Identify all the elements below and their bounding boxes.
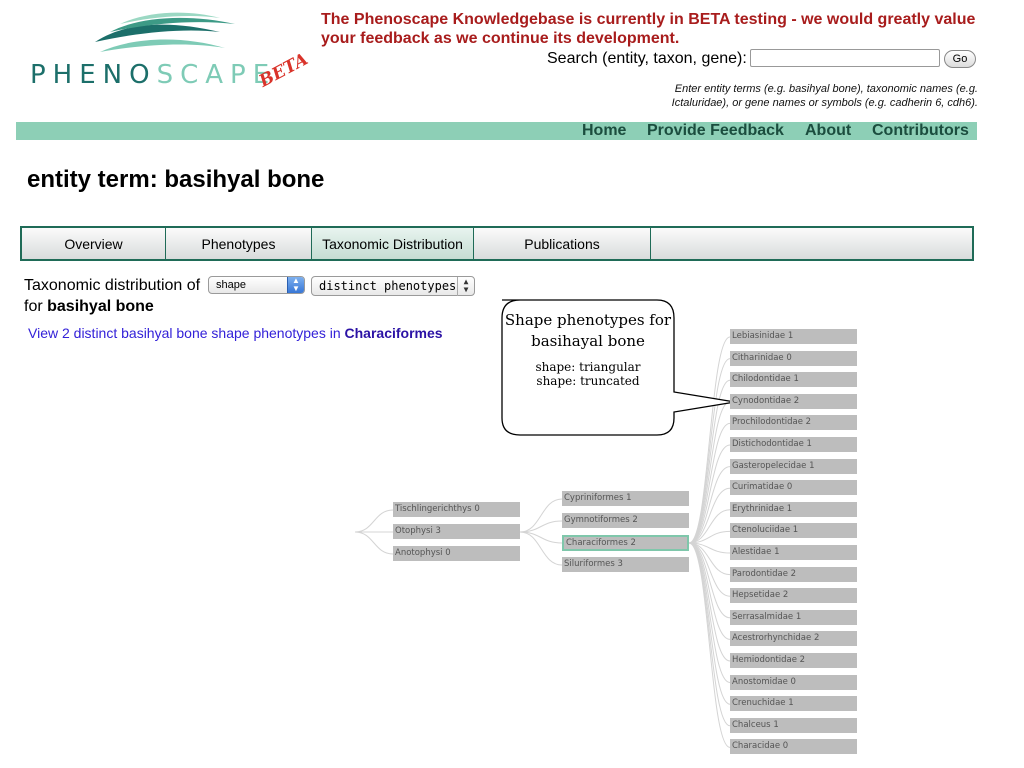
search-label: Search (entity, taxon, gene):	[547, 50, 747, 67]
tree-node[interactable]: Characidae 0	[730, 739, 857, 755]
tree-node[interactable]: Chalceus 1	[730, 718, 857, 734]
tree-node[interactable]: Cynodontidae 2	[730, 394, 857, 410]
tab-taxonomic-distribution[interactable]: Taxonomic Distribution	[312, 228, 474, 259]
search-help-text: Enter entity terms (e.g. basihyal bone), taxonomic names (e.g. Ictaluridae), or gene names or symbols (e.g. cadherin 6, cdh6).	[671, 83, 978, 109]
tree-edge	[689, 337, 730, 543]
tree-node[interactable]: Siluriformes 3	[562, 557, 689, 573]
tab-phenotypes[interactable]: Phenotypes	[166, 228, 312, 259]
view-link-taxon: Characiformes	[344, 325, 443, 341]
tree-node[interactable]: Gymnotiformes 2	[562, 513, 689, 529]
tree-node[interactable]: Serrasalmidae 1	[730, 610, 857, 626]
tab-overview[interactable]: Overview	[22, 228, 166, 259]
view-link-text: View 2 distinct basihyal bone shape phenotypes in	[28, 325, 341, 341]
tree-edge	[355, 532, 393, 554]
callout-line-1: shape: triangular	[535, 360, 641, 374]
nav-feedback-link[interactable]: Provide Feedback	[647, 122, 784, 139]
page-title: entity term: basihyal bone	[27, 166, 325, 193]
nav-contributors-link[interactable]: Contributors	[872, 122, 969, 139]
tree-node[interactable]: Hepsetidae 2	[730, 588, 857, 604]
tree-node[interactable]: Otophysi 3	[393, 524, 520, 540]
tree-edge	[689, 543, 730, 704]
tree-node[interactable]: Characiformes 2	[562, 535, 689, 551]
tree-node[interactable]: Ctenoluciidae 1	[730, 523, 857, 539]
tree-node[interactable]: Erythrinidae 1	[730, 502, 857, 518]
tree-node[interactable]: Anostomidae 0	[730, 675, 857, 691]
callout-body	[502, 360, 674, 388]
tree-node[interactable]: Crenuchidae 1	[730, 696, 857, 712]
tree-edge	[689, 543, 730, 618]
tree-edge	[689, 543, 730, 683]
tree-node[interactable]: Parodontidae 2	[730, 567, 857, 583]
select-arrows-icon: ▲ ▼	[457, 277, 474, 296]
mode-select-value: distinct phenotypes	[319, 279, 457, 293]
tree-node[interactable]: Anotophysi 0	[393, 546, 520, 562]
tree-node[interactable]: Alestidae 1	[730, 545, 857, 561]
tree-node[interactable]: Chilodontidae 1	[730, 372, 857, 388]
tree-node[interactable]: Curimatidae 0	[730, 480, 857, 496]
distribution-entity: basihyal bone	[47, 298, 154, 315]
attribute-select-value: shape	[216, 279, 246, 291]
tree-node[interactable]: Gasteropelecidae 1	[730, 459, 857, 475]
tree-node[interactable]: Cypriniformes 1	[562, 491, 689, 507]
tree-node[interactable]: Tischlingerichthys 0	[393, 502, 520, 518]
logo-wordmark: PHENOSCAPE	[30, 60, 277, 90]
callout-title: Shape phenotypes for basihayal bone	[504, 311, 672, 350]
logo-beta-stamp: BETA	[256, 49, 312, 92]
nav-home-link[interactable]: Home	[582, 122, 627, 139]
tree-node[interactable]: Lebiasinidae 1	[730, 329, 857, 345]
distribution-prefix: Taxonomic distribution of	[24, 277, 201, 294]
tree-node[interactable]: Acestrorhynchidae 2	[730, 631, 857, 647]
go-button[interactable]: Go	[944, 50, 976, 68]
callout-line-2: shape: truncated	[536, 374, 640, 388]
tree-edge	[689, 402, 730, 543]
tree-node[interactable]: Prochilodontidae 2	[730, 415, 857, 431]
select-arrows-icon: ▲ ▼	[287, 277, 304, 293]
nav-about-link[interactable]: About	[805, 122, 852, 139]
tree-node[interactable]: Distichodontidae 1	[730, 437, 857, 453]
tab-publications[interactable]: Publications	[474, 228, 651, 259]
tree-node[interactable]: Citharinidae 0	[730, 351, 857, 367]
distribution-for: for	[24, 298, 43, 315]
tree-edge	[355, 510, 393, 532]
beta-message: The Phenoscape Knowledgebase is currently in BETA testing - we would greatly value your feedback as we continue its development.	[321, 11, 976, 47]
tree-node[interactable]: Hemiodontidae 2	[730, 653, 857, 669]
